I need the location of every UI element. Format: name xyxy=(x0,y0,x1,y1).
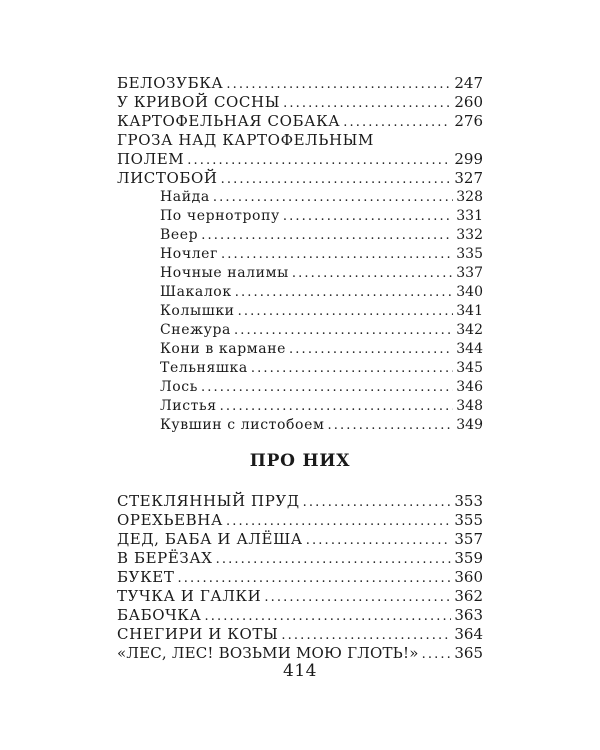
entry-title: В БЕРЁЗАХ xyxy=(117,549,213,567)
entry-title: Ночные налимы xyxy=(160,265,289,281)
toc-entry-main xyxy=(117,606,483,625)
toc-entry-sub xyxy=(117,359,483,378)
toc-entry-sub xyxy=(117,416,483,435)
entry-page: 260 xyxy=(454,93,483,111)
leader-dots xyxy=(216,550,452,569)
leader-dots xyxy=(213,188,453,207)
leader-dots xyxy=(220,397,454,416)
leader-dots xyxy=(226,512,451,531)
leader-dots xyxy=(201,226,453,245)
entry-title: Снежура xyxy=(160,322,231,338)
leader-dots xyxy=(289,340,453,359)
entry-title: Шакалок xyxy=(160,284,232,300)
leader-dots xyxy=(238,302,454,321)
leader-dots xyxy=(281,626,451,645)
entry-page: 342 xyxy=(456,322,483,338)
leader-dots xyxy=(343,113,451,132)
entry-title: Лось xyxy=(160,379,198,395)
toc-part-1 xyxy=(117,74,483,435)
entry-page: 299 xyxy=(454,150,483,168)
entry-title: БЕЛОЗУБКА xyxy=(117,74,224,92)
entry-page: 341 xyxy=(456,303,483,319)
toc-entry-sub xyxy=(117,340,483,359)
entry-title: Найда xyxy=(160,189,210,205)
entry-title: ЛИСТОБОЙ xyxy=(117,169,218,187)
entry-title: «ЛЕС, ЛЕС! ВОЗЬМИ МОЮ ГЛОТЬ!» xyxy=(117,644,419,662)
entry-title: СТЕКЛЯННЫЙ ПРУД xyxy=(117,492,300,510)
entry-page: 344 xyxy=(456,341,483,357)
entry-title-line-1: ГРОЗА НАД КАРТОФЕЛЬНЫМ xyxy=(117,131,374,149)
section-title: ПРО НИХ xyxy=(249,451,351,471)
toc-entry-sub xyxy=(117,207,483,226)
entry-title: Тельняшка xyxy=(160,360,248,376)
toc-part-2 xyxy=(117,492,483,663)
entry-page: 360 xyxy=(454,568,483,586)
leader-dots xyxy=(251,359,453,378)
leader-dots xyxy=(204,607,451,626)
entry-page: 327 xyxy=(454,169,483,187)
entry-page: 357 xyxy=(454,530,483,548)
entry-page: 364 xyxy=(454,625,483,643)
entry-title: У КРИВОЙ СОСНЫ xyxy=(117,93,281,111)
entry-page: 365 xyxy=(454,644,483,662)
entry-page: 346 xyxy=(456,379,483,395)
toc-entry-main xyxy=(117,74,483,93)
page-number: 414 xyxy=(283,661,317,681)
entry-page: 345 xyxy=(456,360,483,376)
toc-entry-sub xyxy=(117,302,483,321)
toc-entry-main xyxy=(117,625,483,644)
entry-page: 335 xyxy=(456,246,483,262)
toc-entry-main-wrapped xyxy=(117,131,483,169)
toc-entry-main xyxy=(117,511,483,530)
toc-entry-main xyxy=(117,568,483,587)
entry-title: Листья xyxy=(160,398,217,414)
entry-page: 276 xyxy=(454,112,483,130)
entry-page: 362 xyxy=(454,587,483,605)
entry-page: 363 xyxy=(454,606,483,624)
entry-title-line-2: ПОЛЕМ xyxy=(117,150,185,168)
toc-entry-sub xyxy=(117,264,483,283)
toc-entry-main xyxy=(117,549,483,568)
entry-page: 348 xyxy=(456,398,483,414)
entry-page: 353 xyxy=(454,492,483,510)
leader-dots xyxy=(306,531,452,550)
toc-entry-sub xyxy=(117,188,483,207)
toc-entry-sub xyxy=(117,283,483,302)
entry-page: 331 xyxy=(456,208,483,224)
entry-page: 337 xyxy=(456,265,483,281)
leader-dots xyxy=(221,245,453,264)
entry-title: СНЕГИРИ И КОТЫ xyxy=(117,625,279,643)
leader-dots xyxy=(177,569,451,588)
leader-dots xyxy=(201,378,453,397)
leader-dots xyxy=(292,264,453,283)
entry-page: 247 xyxy=(454,74,483,92)
toc-entry-main xyxy=(117,492,483,511)
entry-page: 355 xyxy=(454,511,483,529)
entry-page: 332 xyxy=(456,227,483,243)
leader-dots xyxy=(303,493,452,512)
toc-entry-sub xyxy=(117,378,483,397)
leader-dots xyxy=(221,170,452,189)
leader-dots xyxy=(187,151,451,170)
entry-title: Кувшин с листобоем xyxy=(160,417,325,433)
toc-entry-main xyxy=(117,530,483,549)
entry-title: Колышки xyxy=(160,303,235,319)
entry-page: 328 xyxy=(456,189,483,205)
toc-entry-main xyxy=(117,169,483,188)
entry-title: БУКЕТ xyxy=(117,568,175,586)
leader-dots xyxy=(226,75,451,94)
toc-entry-main xyxy=(117,587,483,606)
entry-page: 359 xyxy=(454,549,483,567)
entry-title: По чернотропу xyxy=(160,208,280,224)
entry-page: 349 xyxy=(456,417,483,433)
entry-title: Ночлег xyxy=(160,246,219,262)
toc-entry-sub xyxy=(117,245,483,264)
leader-dots xyxy=(234,321,453,340)
entry-title: ОРЕХЬЕВНА xyxy=(117,511,223,529)
entry-title: БАБОЧКА xyxy=(117,606,202,624)
leader-dots xyxy=(235,283,454,302)
entry-title: Веер xyxy=(160,227,199,243)
entry-title: ТУЧКА И ГАЛКИ xyxy=(117,587,262,605)
toc-entry-sub xyxy=(117,397,483,416)
toc-entry-main xyxy=(117,93,483,112)
leader-dots xyxy=(283,207,453,226)
toc-entry-sub xyxy=(117,226,483,245)
leader-dots xyxy=(264,588,451,607)
entry-title: Кони в кармане xyxy=(160,341,287,357)
toc-entry-main xyxy=(117,112,483,131)
entry-title: КАРТОФЕЛЬНАЯ СОБАКА xyxy=(117,112,341,130)
entry-page: 340 xyxy=(456,284,483,300)
leader-dots xyxy=(327,416,453,435)
leader-dots xyxy=(283,94,451,113)
entry-title: ДЕД, БАБА И АЛЁША xyxy=(117,530,303,548)
toc-entry-sub xyxy=(117,321,483,340)
entry-title-line-2-row xyxy=(117,150,483,169)
